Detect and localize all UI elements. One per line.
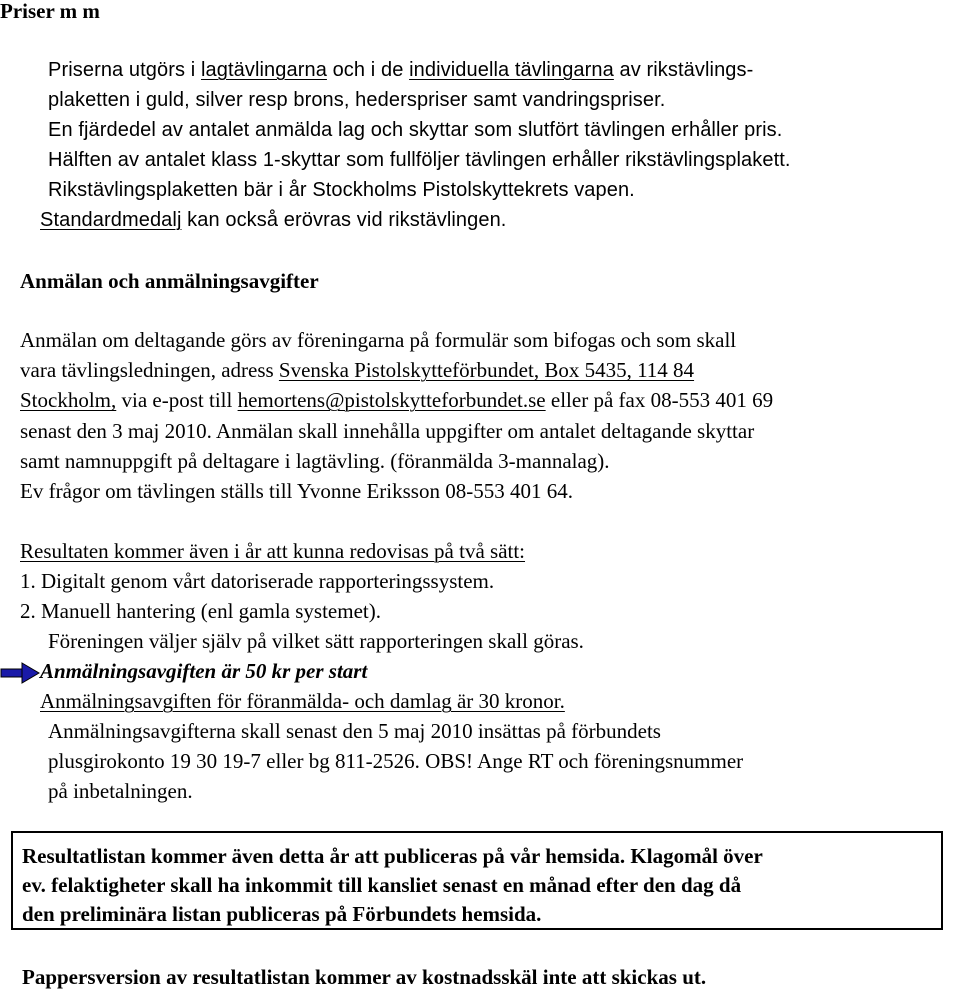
link-standardmedalj[interactable]: Standardmedalj <box>40 209 182 231</box>
text-span: eller på fax 08-553 401 69 <box>545 388 774 412</box>
prizes-line-2: plaketten i guld, silver resp brons, hederspriser samt vandringspriser. <box>48 89 666 111</box>
text-span: vara tävlingsledningen, adress <box>20 358 279 382</box>
registration-heading: Anmälan och anmälningsavgifter <box>20 269 319 293</box>
prizes-line-3: En fjärdedel av antalet anmälda lag och skyttar som slutfört tävlingen erhåller pris. <box>48 119 783 141</box>
text-span: och i de <box>326 59 410 81</box>
text-span: kan också erövras vid rikstävlingen. <box>181 209 507 231</box>
prizes-heading: Priser m m <box>0 0 100 23</box>
notice-line-3: den preliminära listan publiceras på Förbundets hemsida. <box>22 902 542 926</box>
registration-line-2 <box>20 357 694 383</box>
prizes-line-5: Rikstävlingsplaketten bär i år Stockholms Pistolskyttekrets vapen. <box>48 179 635 201</box>
notice-line-2: ev. felaktigheter skall ha inkommit till kansliet senast en månad efter den dag då <box>22 873 742 897</box>
results-heading: Resultaten kommer även i år att kunna redovisas på två sätt: <box>20 539 526 563</box>
results-option-1: 1. Digitalt genom vårt datoriserade rapporteringssystem. <box>20 569 495 593</box>
fee-line-2: plusgirokonto 19 30 19-7 eller bg 811-2526. OBS! Ange RT och föreningsnummer <box>48 749 744 773</box>
email-link[interactable]: hemortens@pistolskytteforbundet.se <box>237 388 546 412</box>
fee-line-1: Anmälningsavgifterna skall senast den 5 maj 2010 insättas på förbundets <box>48 719 661 743</box>
results-option-2: 2. Manuell hantering (enl gamla systemet). <box>20 599 381 623</box>
address-link-stockholm[interactable]: Stockholm, <box>20 388 117 412</box>
link-lagtavlingarna[interactable]: lagtävlingarna <box>200 59 327 81</box>
registration-line-3 <box>20 387 773 413</box>
footer-note: Pappersversion av resultatlistan kommer av kostnadsskäl inte att skickas ut. <box>22 965 707 989</box>
registration-line-4: senast den 3 maj 2010. Anmälan skall innehålla uppgifter om antalet deltagande skyttar <box>20 419 755 443</box>
registration-line-1: Anmälan om deltagande görs av föreningarna på formulär som bifogas och som skall <box>20 328 737 352</box>
registration-line-6: Ev frågor om tävlingen ställs till Yvonne Eriksson 08-553 401 64. <box>20 479 573 503</box>
fee-line-3: på inbetalningen. <box>48 779 193 803</box>
link-individuella-tavlingarna[interactable]: individuella tävlingarna <box>409 59 614 81</box>
results-note: Föreningen väljer själv på vilket sätt rapporteringen skall göras. <box>48 629 584 653</box>
fee-highlight: Anmälningsavgiften är 50 kr per start <box>40 659 368 683</box>
prizes-line-6 <box>40 207 506 233</box>
text-span: via e-post till <box>116 388 238 412</box>
fee-team: Anmälningsavgiften för föranmälda- och damlag är 30 kronor. <box>40 689 565 713</box>
prizes-line-1 <box>48 57 753 83</box>
text-span: av rikstävlings- <box>613 59 754 81</box>
notice-line-1: Resultatlistan kommer även detta år att publiceras på vår hemsida. Klagomål över <box>22 844 763 868</box>
registration-line-5: samt namnuppgift på deltagare i lagtävling. (föranmälda 3-mannalag). <box>20 449 610 473</box>
prizes-line-4: Hälften av antalet klass 1-skyttar som fullföljer tävlingen erhåller rikstävlingsplakett. <box>48 149 791 171</box>
text-span: Priserna utgörs i <box>48 59 201 81</box>
right-arrow-icon <box>0 662 40 684</box>
address-link[interactable]: Svenska Pistolskytteförbundet, Box 5435, 114 84 <box>278 358 695 382</box>
